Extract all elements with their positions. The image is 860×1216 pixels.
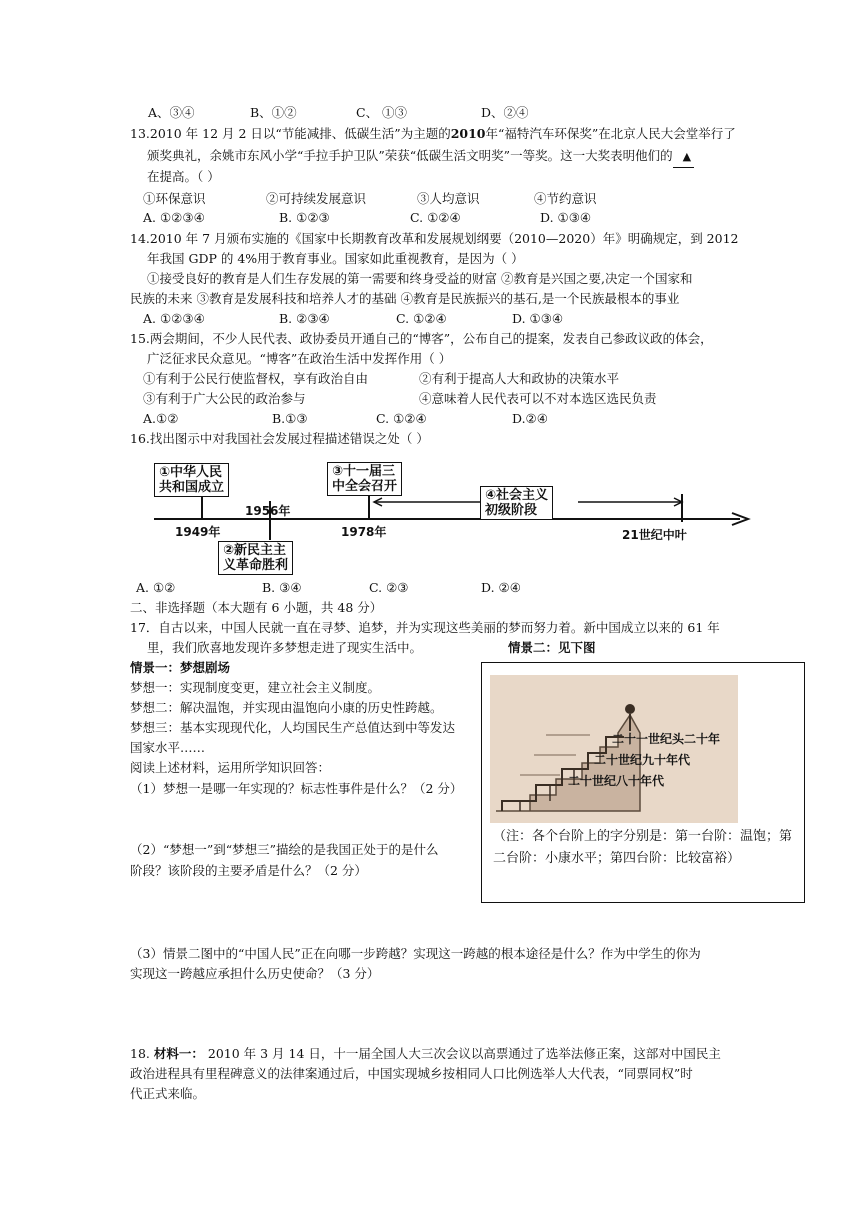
year-1949: 1949年 bbox=[175, 525, 221, 539]
year-1978: 1978年 bbox=[341, 525, 387, 539]
q12-option-d: D、②④ bbox=[481, 105, 529, 120]
q16-option-b: B. ③④ bbox=[262, 580, 302, 595]
q14-stem-line3: ①接受良好的教育是人们生存发展的第一需要和终身受益的财富 ②教育是兴国之要,决定一个国家和 bbox=[147, 271, 693, 286]
year-21c: 21世纪中叶 bbox=[622, 528, 687, 542]
q16-stem: 16.找出图示中对我国社会发展过程描述错误之处（ ） bbox=[130, 431, 429, 446]
timeline-box-4: ④社会主义 初级阶段 bbox=[480, 486, 553, 520]
dream2: 梦想二：解决温饱，并实现由温饱向小康的历史性跨越。 bbox=[130, 700, 443, 715]
timeline-box-3: ③十一届三 中全会召开 bbox=[327, 462, 402, 496]
q13-item-2: ②可持续发展意识 bbox=[266, 191, 367, 206]
q14-option-a: A. ①②③④ bbox=[143, 311, 205, 326]
q12-option-b: B、①② bbox=[250, 105, 297, 120]
dream1: 梦想一：实现制度变更，建立社会主义制度。 bbox=[130, 680, 381, 695]
q14-stem-line1: 14.2010 年 7 月颁布实施的《国家中长期教育改革和发展规划纲要（2010—2020）年》明确规定，到 2012 bbox=[130, 231, 739, 246]
q17-stem-line2: 里，我们欣喜地发现许多梦想走进了现实生活中。 bbox=[147, 640, 423, 655]
q14-option-c: C. ①②④ bbox=[396, 311, 447, 326]
q15-option-d: D.②④ bbox=[512, 411, 548, 426]
q16-option-a: A. ①② bbox=[136, 580, 176, 595]
q15-item-2: ②有利于提高人大和政协的决策水平 bbox=[419, 371, 620, 386]
q17-instruction: 阅读上述材料，运用所学知识回答： bbox=[130, 760, 331, 775]
q14-option-d: D. ①③④ bbox=[512, 311, 564, 326]
q14-option-b: B. ②③④ bbox=[279, 311, 330, 326]
q15-option-a: A.①② bbox=[143, 411, 179, 426]
q13-stem-line1: 13.2010 年 12 月 2 日以“节能减排、低碳生活”为主题的2010年“福特汽车环保奖”在北京人民大会堂举行了 bbox=[130, 126, 736, 141]
q15-option-c: C. ①②④ bbox=[376, 411, 427, 426]
q12-option-c: C、 ①③ bbox=[356, 105, 408, 120]
q12-option-a: A、③④ bbox=[148, 105, 195, 120]
q18-line3: 代正式来临。 bbox=[130, 1086, 206, 1101]
q17-sub2-line2: 阶段？该阶段的主要矛盾是什么？（2 分） bbox=[130, 863, 367, 878]
q15-item-4: ④意味着人民代表可以不对本选区选民负责 bbox=[419, 391, 657, 406]
scene2-note: （注：各个台阶上的字分别是：第一台阶：温饱；第二台阶：小康水平；第四台阶：比较富裕） bbox=[493, 829, 793, 866]
scene1-title: 情景一：梦想剧场 bbox=[130, 660, 231, 675]
year-1956: 1956年 bbox=[245, 504, 291, 518]
stair-label-2: 二十世纪九十年代 bbox=[594, 753, 691, 767]
q14-stem-line2: 年我国 GDP 的 4%用于教育事业。国家如此重视教育，是因为（ ） bbox=[147, 251, 524, 266]
q15-item-3: ③有利于广大公民的政治参与 bbox=[143, 391, 306, 406]
q17-sub3-line1: （3）情景二图中的“中国人民”正在向哪一步跨越？实现这一跨越的根本途径是什么？作为中学生的你为 bbox=[130, 946, 701, 961]
q15-stem-line2: 广泛征求民众意见。“博客”在政治生活中发挥作用（ ） bbox=[147, 351, 452, 366]
q13-item-4: ④节约意识 bbox=[534, 191, 597, 206]
dream3-line1: 梦想三：基本实现现代化，人均国民生产总值达到中等发达 bbox=[130, 720, 456, 735]
scene2-title: 情景二：见下图 bbox=[508, 640, 596, 655]
q15-option-b: B.①③ bbox=[272, 411, 308, 426]
answer-blank: ▲ bbox=[673, 147, 694, 168]
stair-label-1: 二十一世纪头二十年 bbox=[612, 732, 721, 746]
timeline-box-1: ①中华人民 共和国成立 bbox=[154, 463, 229, 497]
q13-stem-line2: 颁奖典礼，余姚市东风小学“手拉手护卫队”荣获“低碳生活文明奖”一等奖。这一大奖表明他们的 ▲ bbox=[147, 146, 694, 168]
q13-item-1: ①环保意识 bbox=[143, 191, 206, 206]
q17-sub1: （1）梦想一是哪一年实现的？标志性事件是什么？（2 分） bbox=[130, 781, 463, 796]
stair-label-3: 二十世纪八十年代 bbox=[568, 774, 665, 788]
staircase-illustration bbox=[490, 675, 738, 823]
q16-option-d: D. ②④ bbox=[481, 580, 521, 595]
q13-stem-line3: 在提高。（ ） bbox=[147, 169, 220, 184]
q17-sub3-line2: 实现这一跨越应承担什么历史使命？（3 分） bbox=[130, 966, 380, 981]
q14-stem-line4: 民族的未来 ③教育是发展科技和培养人才的基础 ④教育是民族振兴的基石,是一个民族最根本的事业 bbox=[130, 291, 680, 306]
q18-line2: 政治进程具有里程碑意义的法律案通过后，中国实现城乡按相同人口比例选举人大代表，“同票同权”时 bbox=[130, 1066, 693, 1081]
q15-stem-line1: 15.两会期间，不少人民代表、政协委员开通自己的“博客”，公布自己的提案，发表自己参政议政的体会， bbox=[130, 331, 713, 346]
staircase-picture bbox=[490, 675, 738, 823]
timeline-diagram bbox=[0, 0, 860, 600]
timeline-box-2: ②新民主主 义革命胜利 bbox=[218, 541, 293, 575]
q13-option-a: A. ①②③④ bbox=[143, 210, 205, 225]
q16-option-c: C. ②③ bbox=[369, 580, 409, 595]
q17-stem-line1: 17．自古以来，中国人民就一直在寻梦、追梦，并为实现这些美丽的梦而努力着。新中国成立以来的 61 年 bbox=[130, 620, 720, 635]
q13-option-b: B. ①②③ bbox=[279, 210, 330, 225]
q15-item-1: ①有利于公民行使监督权，享有政治自由 bbox=[143, 371, 369, 386]
q13-option-d: D. ①③④ bbox=[540, 210, 592, 225]
q13-option-c: C. ①②④ bbox=[410, 210, 461, 225]
q13-item-3: ③人均意识 bbox=[417, 191, 480, 206]
q18-line1: 18. 材料一： 2010 年 3 月 14 日，十一届全国人大三次会议以高票通过了选举法修正案，这部对中国民主 bbox=[130, 1046, 721, 1061]
q17-sub2-line1: （2）“梦想一”到“梦想三”描绘的是我国正处于的是什么 bbox=[130, 842, 439, 857]
dream3-line2: 国家水平…… bbox=[130, 740, 206, 755]
part2-header: 二、非选择题（本大题有 6 小题，共 48 分） bbox=[130, 600, 383, 615]
